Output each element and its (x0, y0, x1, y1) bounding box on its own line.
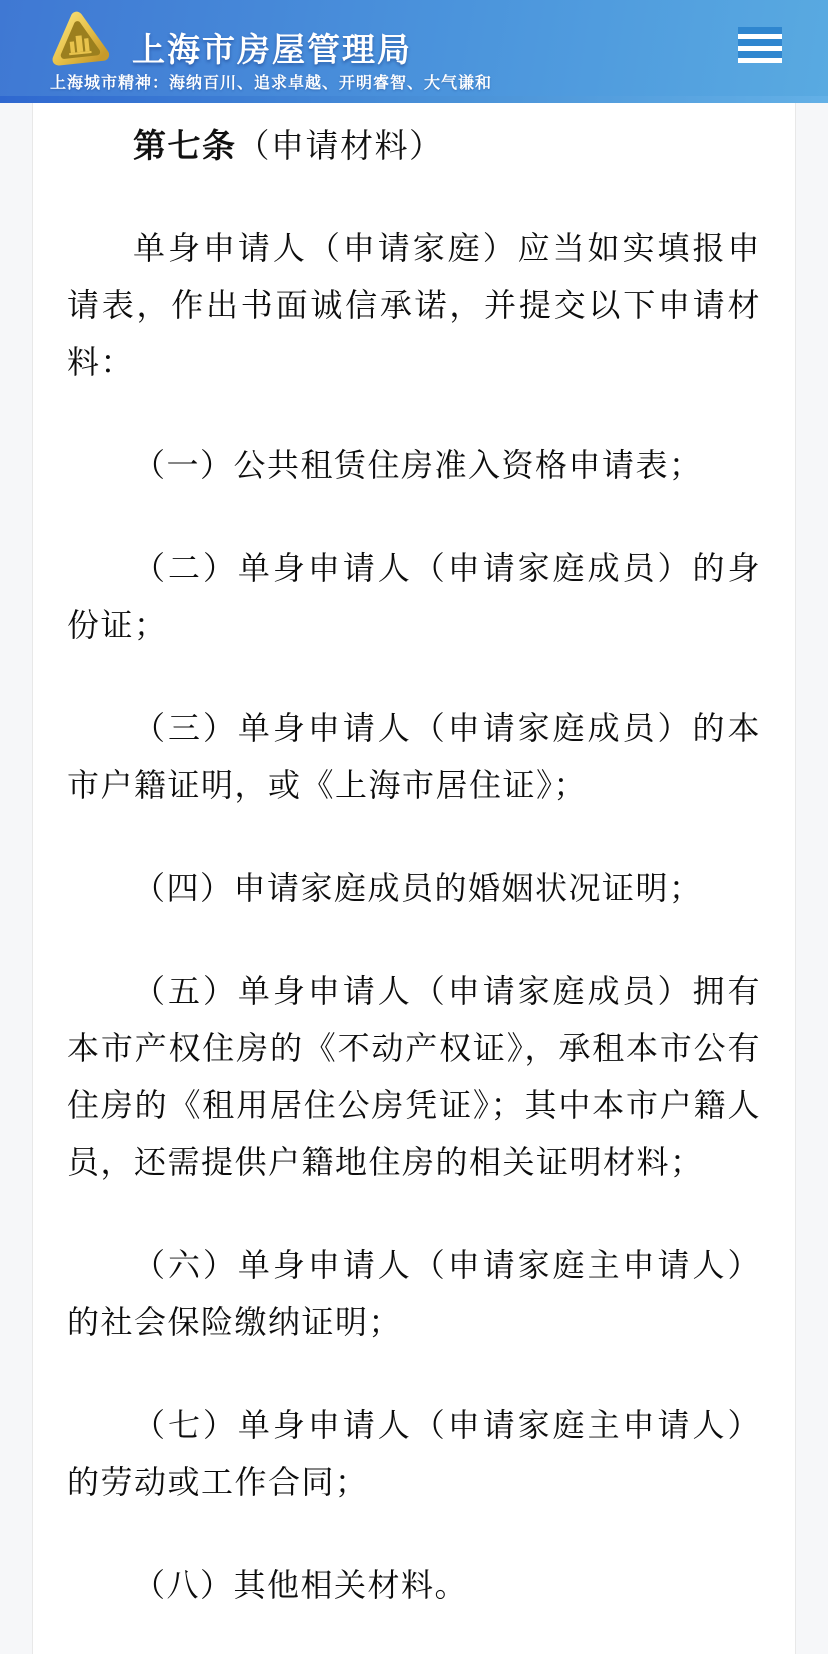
article-item-4: （四）申请家庭成员的婚姻状况证明； (133, 870, 703, 906)
article-item-3: （三）单身申请人（申请家庭成员）的本市户籍证明，或《上海市居住证》； (67, 710, 761, 803)
article-number: 第七条 (133, 127, 237, 164)
shanghai-housing-emblem-icon (45, 5, 113, 75)
article-intro-paragraph: 单身申请人（申请家庭）应当如实填报申请表，作出书面诚信承诺，并提交以下申请材料： (67, 230, 761, 380)
site-logo[interactable] (48, 8, 110, 72)
article-item-2: （二）单身申请人（申请家庭成员）的身份证； (67, 550, 761, 643)
menu-button[interactable] (738, 27, 782, 63)
article-heading-subject: （申请材料） (236, 127, 444, 164)
article-card (32, 103, 796, 1654)
article-heading (67, 117, 761, 174)
site-subtitle: 上海城市精神：海纳百川、追求卓越、开明睿智、大气谦和 (50, 75, 493, 92)
header-accent-strip (0, 96, 828, 103)
site-header (0, 0, 828, 96)
article-item-1: （一）公共租赁住房准入资格申请表； (133, 447, 703, 483)
article-item-6: （六）单身申请人（申请家庭主申请人）的社会保险缴纳证明； (67, 1247, 761, 1340)
article-item-5: （五）单身申请人（申请家庭成员）拥有本市产权住房的《不动产权证》，承租本市公有住房的《租用居住公房凭证》；其中本市户籍人员，还需提供户籍地住房的相关证明材料； (67, 973, 761, 1180)
site-title: 上海市房屋管理局 (132, 31, 412, 68)
article-item-8: （八）其他相关材料。 (133, 1567, 469, 1603)
article-item-7: （七）单身申请人（申请家庭主申请人）的劳动或工作合同； (67, 1407, 761, 1500)
